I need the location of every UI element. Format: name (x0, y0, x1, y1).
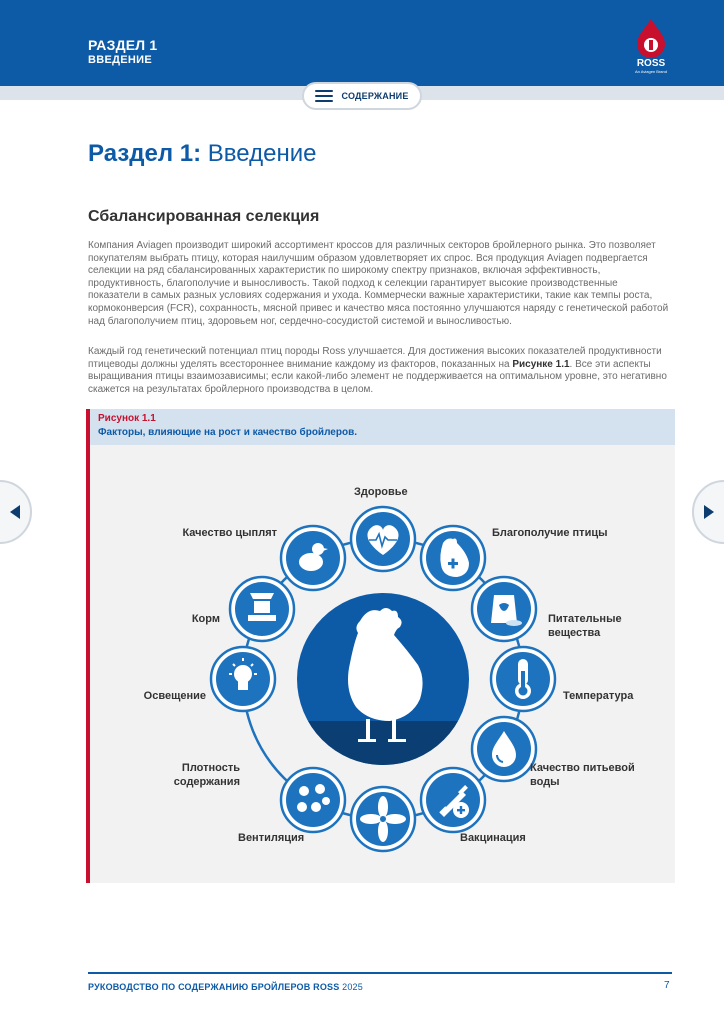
label-water (530, 761, 635, 789)
menu-icon (315, 90, 333, 102)
paragraph-1: Компания Aviagen производит широкий ассортимент кроссов для различных секторов бройлерного рынка. Это позволяет покупателям выбрать птицу, которая наилучшим образом удовлетворяет их спрос. Вся продукция Aviagen подвергается селекции на ряд сбалансированных характеристик по широкому спектру признаков, включая эффективность, продуктивность, благополучие и выносливость. Такой подход к селекции гарантирует высокие производственные показатели в самых разных условиях содержания и ухода. Коммерчески важные характеристики, такие как темпы роста, кормоконверсия (FCR), сохранность, мясной привес и качество мяса постоянно улучшаются наряду с генетической работой над благополучием птиц, здоровьем ног, сердечно-сосудистой системой и выносливостью. (88, 240, 669, 327)
label-ventilation: Вентиляция (238, 832, 305, 844)
section-heading: Сбалансированная селекция (88, 208, 320, 225)
next-page-button[interactable] (692, 480, 724, 544)
label-temperature: Температура (563, 690, 634, 702)
page-number: 7 (664, 980, 670, 991)
label-health: Здоровье (354, 486, 408, 498)
footer-divider (88, 972, 672, 974)
label-vaccination: Вакцинация (460, 832, 526, 844)
logo-tagline: An Aviagen Brand (635, 69, 667, 74)
paragraph-2-start: Каждый год генетический потенциал птиц породы Ross улучшается. Для достижения высоких показателей продуктивности птицеводы должны уделять всестороннее внимание каждому из факторов, показанных на (88, 346, 662, 370)
lightbulb-icon (211, 647, 275, 711)
label-density-line2: содержания (173, 776, 240, 788)
label-lighting: Освещение (143, 690, 206, 702)
page-title-main: Введение (201, 140, 317, 167)
vaccination-icon (421, 768, 485, 832)
section-subtitle: ВВЕДЕНИЕ (88, 54, 152, 66)
paragraph-2 (88, 346, 672, 396)
contents-button-label: СОДЕРЖАНИЕ (341, 91, 409, 101)
label-welfare: Благополучие птицы (492, 527, 608, 539)
broiler-center-circle (290, 593, 480, 781)
fan-icon (351, 787, 415, 851)
label-nutrients (548, 612, 622, 640)
chick-icon (281, 526, 345, 590)
label-density (162, 761, 240, 789)
label-density-line1: Плотность (181, 762, 240, 774)
footer-title (88, 982, 363, 992)
figure-caption: Факторы, влияющие на рост и качество бройлеров. (98, 427, 358, 438)
figure-reference-link[interactable]: Рисунке 1.1 (512, 358, 570, 370)
page-title-prefix: Раздел 1: (88, 140, 202, 167)
nutrients-icon (472, 577, 536, 641)
section-label: РАЗДЕЛ 1 (88, 37, 158, 53)
label-nutrients-line2: вещества (548, 627, 601, 639)
figure-1-1 (86, 409, 675, 883)
page-title (88, 140, 316, 168)
water-drop-icon (472, 717, 536, 781)
figure-number: Рисунок 1.1 (98, 413, 156, 424)
logo-text: ROSS (636, 58, 666, 69)
label-nutrients-line1: Питательные (548, 613, 622, 625)
page-header (0, 0, 724, 86)
footer-year: 2025 (339, 982, 363, 992)
label-feed: Корм (191, 613, 220, 625)
ross-logo (630, 16, 672, 76)
previous-page-button[interactable] (0, 480, 32, 544)
welfare-icon (421, 526, 485, 590)
health-icon (351, 507, 415, 571)
footer-title-text: РУКОВОДСТВО ПО СОДЕРЖАНИЮ БРОЙЛЕРОВ ROSS (88, 982, 340, 992)
feeder-icon (230, 577, 294, 641)
arrow-right-icon (702, 504, 716, 520)
contents-button[interactable] (302, 82, 422, 110)
stocking-density-icon (281, 768, 345, 832)
label-water-line2: воды (530, 776, 560, 788)
arrow-left-icon (8, 504, 22, 520)
factors-diagram (90, 409, 675, 883)
paragraph-2-end: . Все эти аспекты выращивания птицы взаимозависимы; если какой-либо элемент не поддерживается на оптимальном уровне, это негативно скажется на результатах бройлерного производства в целом. (88, 358, 667, 395)
label-water-line1: Качество питьевой (530, 762, 635, 774)
label-chick-quality: Качество цыплят (182, 527, 277, 539)
thermometer-icon (491, 647, 555, 711)
